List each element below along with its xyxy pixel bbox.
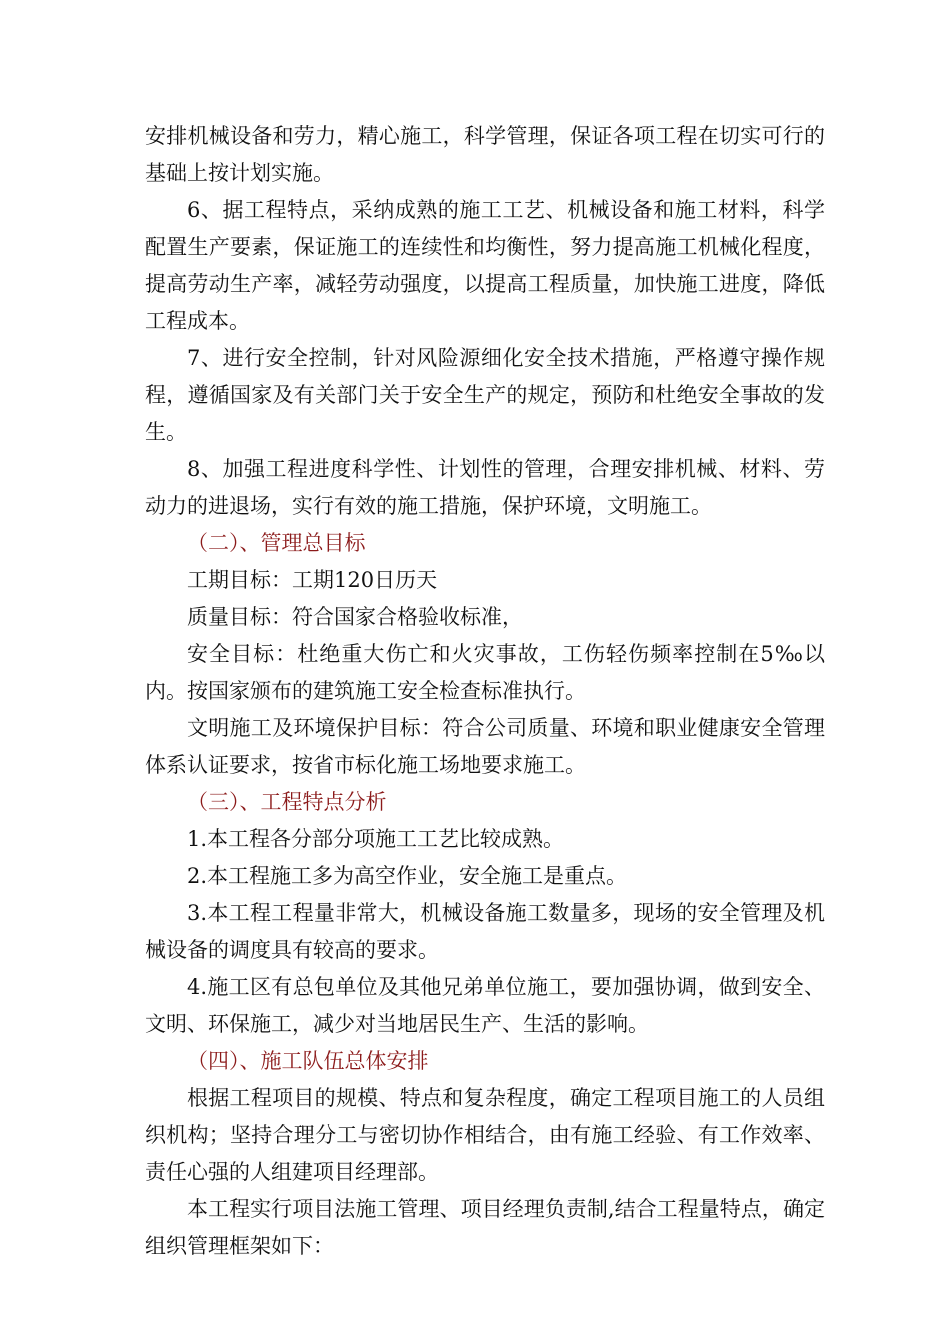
section-heading-project-features: （三）、工程特点分析 — [187, 790, 387, 814]
feature-item-1: 1.本工程各分部分项施工工艺比较成熟。 — [187, 827, 565, 851]
goal-schedule: 工期目标：工期120日历天 — [187, 568, 438, 592]
paragraph-item-8: 8、加强工程进度科学性、计划性的管理，合理安排机械、材料、劳动力的进退场，实行有效的施工措施，保护环境，文明施工。 — [145, 457, 825, 518]
paragraph-item-6: 6、据工程特点，采纳成熟的施工工艺、机械设备和施工材料，科学配置生产要素，保证施工的连续性和均衡性，努力提高施工机械化程度，提高劳动生产率，减轻劳动强度，以提高工程质量，加快施工进度，降低工程成本。 — [145, 198, 825, 333]
document-body — [145, 118, 825, 1265]
goal-safety: 安全目标：杜绝重大伤亡和火灾事故，工伤轻伤频率控制在5‰以内。按国家颁布的建筑施工安全检查标准执行。 — [145, 642, 825, 703]
section-heading-team-arrangement: （四）、施工队伍总体安排 — [187, 1049, 429, 1073]
section-heading-management-goals: （二）、管理总目标 — [187, 531, 366, 555]
paragraph-continuation: 安排机械设备和劳力，精心施工，科学管理，保证各项工程在切实可行的基础上按计划实施。 — [145, 124, 825, 185]
paragraph-management-framework: 本工程实行项目法施工管理、项目经理负责制,结合工程量特点，确定组织管理框架如下： — [145, 1197, 825, 1258]
paragraph-organization: 根据工程项目的规模、特点和复杂程度，确定工程项目施工的人员组织机构；坚持合理分工与密切协作相结合，由有施工经验、有工作效率、责任心强的人组建项目经理部。 — [145, 1086, 825, 1184]
feature-item-3: 3.本工程工程量非常大，机械设备施工数量多，现场的安全管理及机械设备的调度具有较高的要求。 — [145, 901, 825, 962]
feature-item-4: 4.施工区有总包单位及其他兄弟单位施工，要加强协调，做到安全、文明、环保施工，减少对当地居民生产、生活的影响。 — [145, 975, 825, 1036]
paragraph-item-7: 7、进行安全控制，针对风险源细化安全技术措施，严格遵守操作规程，遵循国家及有关部门关于安全生产的规定，预防和杜绝安全事故的发生。 — [145, 346, 825, 444]
goal-civilized-construction: 文明施工及环境保护目标：符合公司质量、环境和职业健康安全管理体系认证要求，按省市标化施工场地要求施工。 — [145, 716, 825, 777]
goal-quality: 质量目标：符合国家合格验收标准， — [187, 605, 523, 629]
feature-item-2: 2.本工程施工多为高空作业，安全施工是重点。 — [187, 864, 628, 888]
